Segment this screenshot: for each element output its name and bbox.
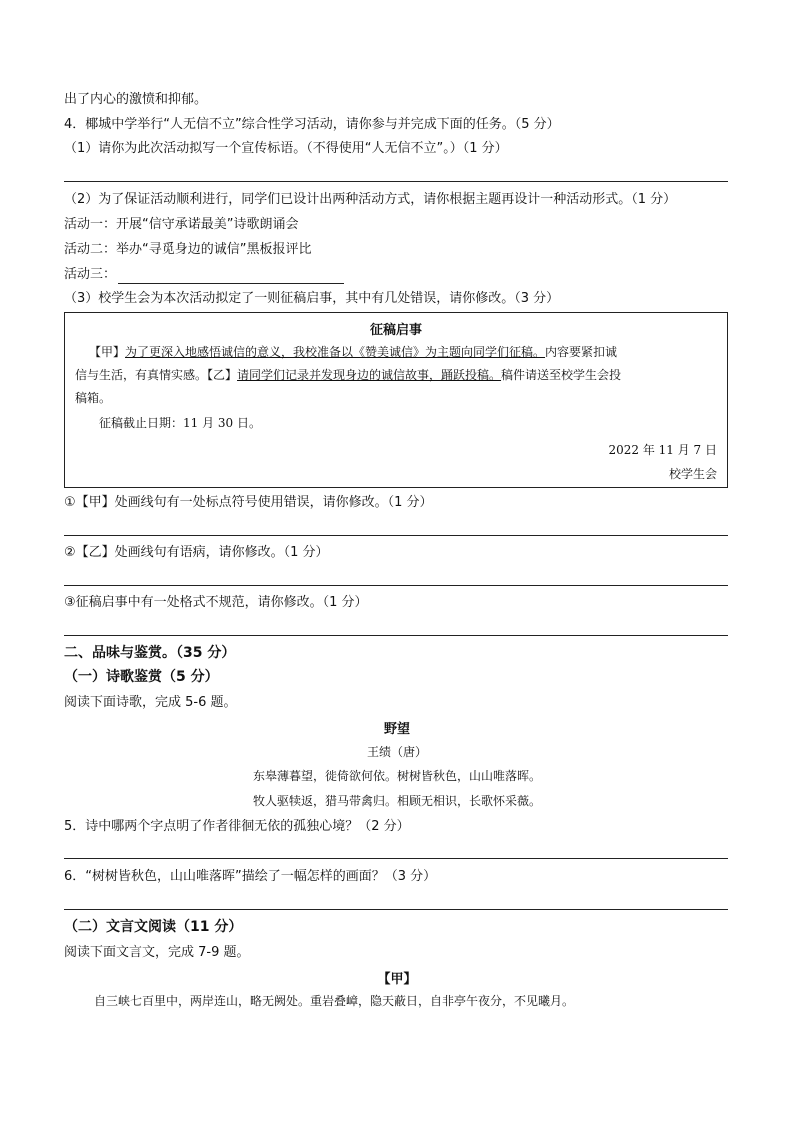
activity-3-blank[interactable] bbox=[118, 269, 344, 284]
answer-line[interactable] bbox=[64, 585, 728, 586]
notice-text: 稿件请送至校学生会投 bbox=[501, 368, 622, 382]
yi-underlined-sentence: 请同学们记录并发现身边的诚信故事，踊跃投稿。 bbox=[237, 368, 502, 382]
question-4: 4．椰城中学举行“人无信不立”综合性学习活动，请你参与并完成下面的任务。（5 分） bbox=[64, 117, 560, 132]
sub-question-2: ②【乙】处画线句有语病，请你修改。（1 分） bbox=[64, 545, 329, 560]
notice-deadline: 征稿截止日期：11 月 30 日。 bbox=[99, 416, 261, 430]
question-4-2: （2）为了保证活动顺利进行，同学们已设计出两种活动方式，请你根据主题再设计一种活动形式。（1 分） bbox=[64, 192, 677, 207]
jia-mark: 【甲】 bbox=[89, 345, 126, 359]
answer-line[interactable] bbox=[64, 635, 728, 636]
part-heading: （二）文言文阅读（11 分） bbox=[64, 919, 243, 935]
instruction: 阅读下面诗歌，完成 5-6 题。 bbox=[64, 695, 237, 710]
text-line: 出了内心的激愤和抑郁。 bbox=[64, 92, 208, 107]
answer-line[interactable] bbox=[64, 535, 728, 536]
answer-line[interactable] bbox=[64, 858, 728, 859]
poem-line: 牧人驱犊返，猎马带禽归。相顾无相识，长歌怀采薇。 bbox=[252, 794, 541, 808]
notice-signer: 校学生会 bbox=[668, 467, 717, 481]
notice-title: 征稿启事 bbox=[369, 323, 422, 338]
instruction: 阅读下面文言文，完成 7-9 题。 bbox=[64, 945, 250, 960]
part-heading: （一）诗歌鉴赏（5 分） bbox=[64, 669, 219, 685]
answer-line[interactable] bbox=[64, 181, 728, 182]
classical-text-line: 自三峡七百里中，两岸连山，略无阙处。重岩叠嶂，隐天蔽日，自非亭午夜分，不见曦月。 bbox=[94, 994, 575, 1008]
poem-line: 东皋薄暮望，徙倚欲何依。树树皆秋色，山山唯落晖。 bbox=[252, 769, 541, 783]
notice-line-2 bbox=[75, 366, 621, 384]
activity-1: 活动一：开展“信守承诺最美”诗歌朗诵会 bbox=[64, 217, 299, 232]
jia-underlined-sentence: 为了更深入地感悟诚信的意义，我校准备以《赞美诚信》为主题向同学们征稿。 bbox=[125, 345, 546, 359]
passage-label: 【甲】 bbox=[377, 972, 417, 987]
question-4-1: （1）请你为此次活动拟写一个宣传标语。（不得使用“人无信不立”。）（1 分） bbox=[64, 141, 508, 156]
notice-text: 内容要紧扣诚 bbox=[545, 345, 618, 359]
question-4-3: （3）校学生会为本次活动拟定了一则征稿启事，其中有几处错误，请你修改。（3 分） bbox=[64, 291, 560, 306]
activity-2: 活动二：举办“寻觅身边的诚信”黑板报评比 bbox=[64, 242, 312, 257]
notice-text: 信与生活，有真情实感。 bbox=[75, 368, 208, 382]
answer-line[interactable] bbox=[64, 909, 728, 910]
yi-mark: 【乙】 bbox=[207, 368, 238, 382]
question-5: 5．诗中哪两个字点明了作者徘徊无依的孤独心境？（2 分） bbox=[64, 819, 410, 834]
notice-box bbox=[64, 312, 728, 488]
notice-line-1 bbox=[89, 343, 617, 361]
sub-question-3: ③征稿启事中有一处格式不规范，请你修改。（1 分） bbox=[64, 595, 368, 610]
poem-title: 野望 bbox=[383, 722, 410, 737]
activity-3-label: 活动三： bbox=[64, 267, 117, 282]
sub-question-1: ①【甲】处画线句有一处标点符号使用错误，请你修改。（1 分） bbox=[64, 495, 433, 510]
notice-line-3: 稿箱。 bbox=[75, 391, 112, 405]
section-heading: 二、品味与鉴赏。（35 分） bbox=[64, 645, 236, 661]
poem-author: 王绩（唐） bbox=[366, 745, 427, 759]
activity-3 bbox=[64, 266, 344, 284]
question-6: 6．“树树皆秋色，山山唯落晖”描绘了一幅怎样的画面？（3 分） bbox=[64, 869, 437, 884]
notice-date: 2022 年 11 月 7 日 bbox=[608, 443, 717, 457]
